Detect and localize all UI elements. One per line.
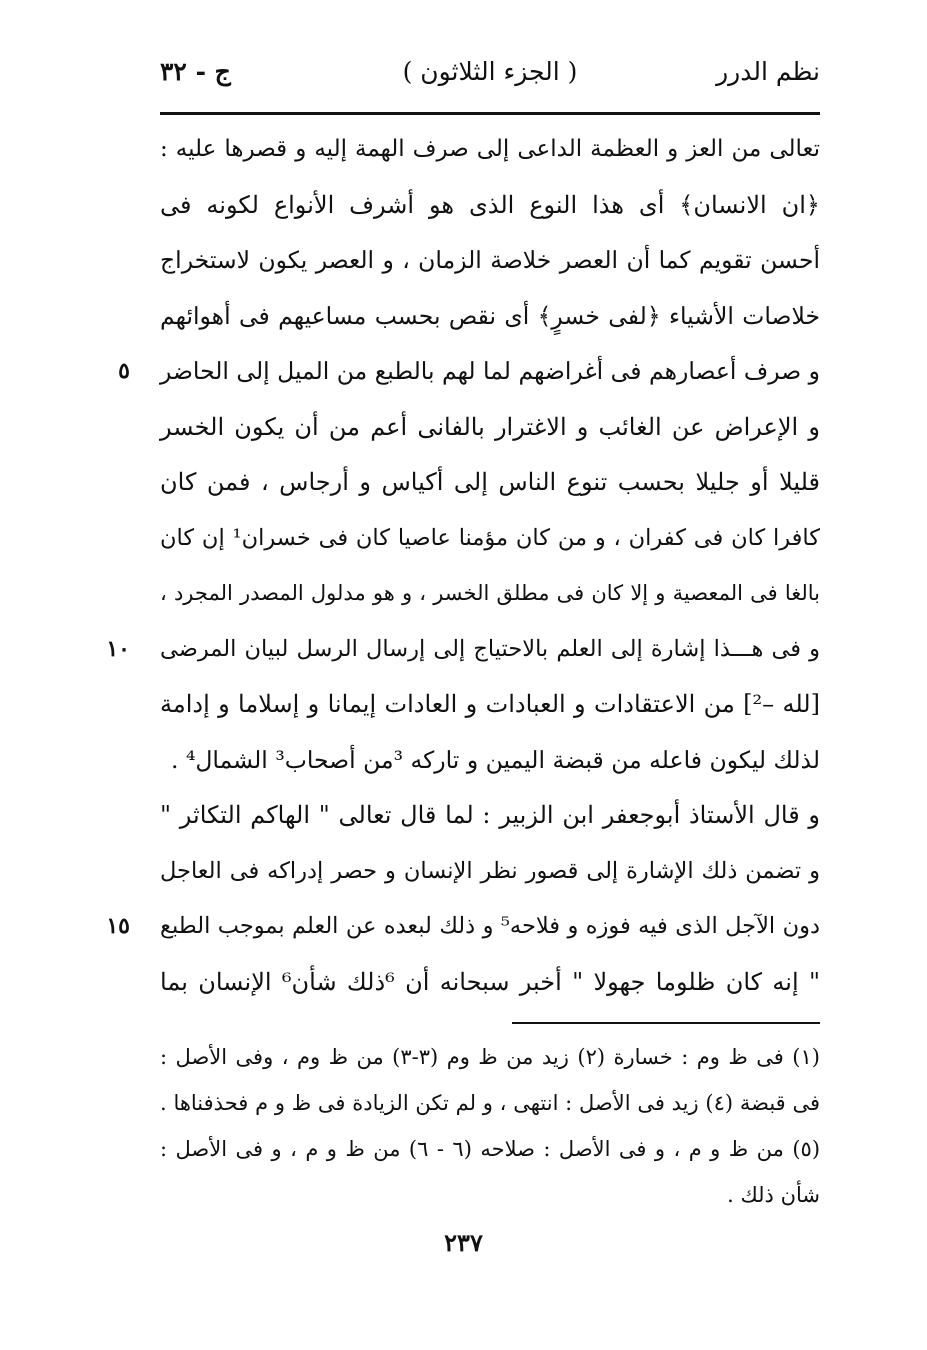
text-line [160,566,820,622]
text-line [160,178,820,234]
text-line-content: لذلك ليكون فاعله من قبضة اليمين و تاركه ³من أصحاب³ الشمال⁴ . [170,745,820,774]
text-line-content: و قال الأستاذ أبوجعفر ابن الزبير : لما قال تعالى " الهاكم التكاثر " [160,801,820,829]
text-line [106,622,820,678]
footnote-line: (٥) من ظ و م ، و فى الأصل : صلاحه (٦ - ٦) من ظ و م ، و فى الأصل : [160,1137,821,1161]
line-number: ١٠ [106,635,130,662]
running-header [160,50,820,94]
text-line-content: و صرف أعصارهم فى أغراضهم لما لهم بالطبع من الميل إلى الحاضر [160,357,820,385]
book-title: نظم الدرر [716,57,820,86]
text-line [160,233,820,289]
text-line [106,899,820,955]
text-line-content: [لله –²] من الاعتقادات و العبادات و العادات إيمانا و إسلاما و إدامة [160,690,820,718]
volume-label: ( الجزء الثلاثون ) [402,57,578,86]
text-line-content: كافرا كان فى كفران ، و من كان مؤمنا عاصيا كان فى خسران¹ إن كان [160,524,820,551]
text-line-content: قليلا أو جليلا بحسب تنوع الناس إلى أكياس و أرجاس ، فمن كان [160,468,820,496]
text-line [160,400,820,456]
text-line-content: ﴿ان الانسان﴾ أى هذا النوع الذى هو أشرف الأنواع لكونه فى [160,190,820,219]
text-line-content: تعالى من العز و العظمة الداعى إلى صرف الهمة إليه و قصرها عليه : [160,136,820,162]
text-line [160,289,820,345]
header-rule [160,112,820,115]
text-line-content: بالغا فى المعصية و إلا كان فى مطلق الخسر ، و هو مدلول المصدر المجرد ، [160,581,820,605]
line-number: ٥ [118,358,130,384]
footnote-line: شأن ذلك . [727,1183,820,1207]
text-line-content: " إنه كان ظلوما جهولا " أخبر سبحانه أن ⁶ذلك شأن⁶ الإنسان بما [160,967,820,996]
text-line [160,677,820,733]
text-line-content: و تضمن ذلك الإشارة إلى قصور نظر الإنسان و حصر إدراكه فى العاجل [160,857,820,884]
text-line [160,788,820,844]
text-line [160,955,820,1011]
line-number: ١٥ [106,913,130,939]
text-line-content: و فى هـــذا إشارة إلى العلم بالاحتياج إلى إرسال الرسل لبيان المرضى [160,635,820,662]
page-number: ٢٣٧ [444,1228,483,1257]
part-label: ج - ٣٢ [160,57,231,86]
footnote-rule [512,1022,820,1024]
footnotes [160,1034,820,1218]
text-line-content: خلاصات الأشياء ﴿لفى خسرٍ﴾ أى نقص بحسب مساعيهم فى أهوائهم [160,301,820,330]
text-line-content: أحسن تقويم كما أن العصر خلاصة الزمان ، و العصر يكون لاستخراج [160,246,821,274]
text-line-content: و الإعراض عن الغائب و الاغترار بالفانى أعم من أن يكون الخسر [160,412,820,441]
text-line [160,455,820,511]
text-line-content: دون الآجل الذى فيه فوزه و فلاحه⁵ و ذلك لبعده عن العلم بموجب الطبع [160,913,820,939]
body-text [106,122,821,1010]
text-line [160,511,820,567]
text-line [160,844,820,900]
footnote-line: (١) فى ظ وم : خسارة (٢) زيد من ظ وم (٣-٣) من ظ وم ، وفى الأصل : [160,1045,820,1069]
text-line [160,122,820,178]
text-line [160,733,820,789]
footnote-line: فى قبضة (٤) زيد فى الأصل : انتهى ، و لم تكن الزيادة فى ظ و م فحذفناها . [160,1091,821,1115]
text-line [118,344,820,400]
